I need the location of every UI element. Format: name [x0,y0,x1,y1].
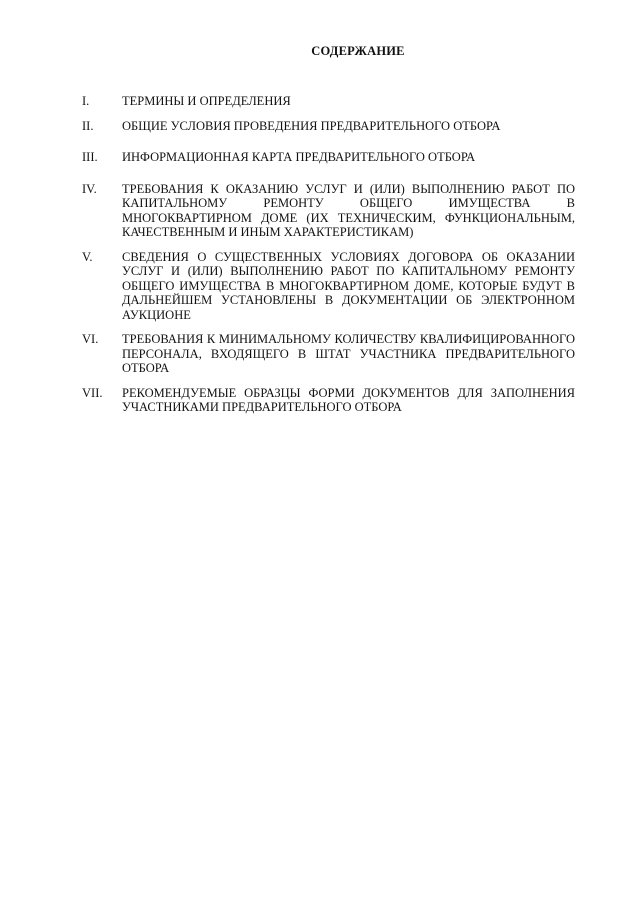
toc-item [82,119,575,134]
toc-item-number: VI. [82,332,99,346]
toc-item-number: I. [82,94,90,108]
toc-item-text: ТРЕБОВАНИЯ К МИНИМАЛЬНОМУ КОЛИЧЕСТВУ КВАЛИФИЦИРОВАННОГО ПЕРСОНАЛА, ВХОДЯЩЕГО В ШТАТ УЧАСТНИКА ПРЕДВАРИТЕЛЬНОГО ОТБОРА [122,332,575,375]
toc-item-text: РЕКОМЕНДУЕМЫЕ ОБРАЗЦЫ ФОРМИ ДОКУМЕНТОВ ДЛЯ ЗАПОЛНЕНИЯ УЧАСТНИКАМИ ПРЕДВАРИТЕЛЬНОГО ОТБОРА [122,385,575,414]
toc-item [82,332,575,376]
toc-item [82,150,575,165]
table-of-contents [82,94,575,415]
toc-item-text: ТЕРМИНЫ И ОПРЕДЕЛЕНИЯ [122,94,291,108]
toc-item-text: СВЕДЕНИЯ О СУЩЕСТВЕННЫХ УСЛОВИЯХ ДОГОВОРА ОБ ОКАЗАНИИ УСЛУГ И (ИЛИ) ВЫПОЛНЕНИЮ РАБОТ ПО КАПИТАЛЬНОМУ РЕМОНТУ ОБЩЕГО ИМУЩЕСТВА В МНОГОКВАРТИРНОМ ДОМЕ, КОТОРЫЕ БУДУТ В ДАЛЬНЕЙШЕМ УСТАНОВЛЕНЫ В ДОКУМЕНТАЦИИ ОБ ЭЛЕКТРОННОМ АУКЦИОНЕ [122,249,575,322]
toc-item-number: III. [82,150,98,164]
toc-item [82,386,575,415]
toc-item [82,182,575,240]
toc-item-text: ТРЕБОВАНИЯ К ОКАЗАНИЮ УСЛУГ И (ИЛИ) ВЫПОЛНЕНИЮ РАБОТ ПО КАПИТАЛЬНОМУ РЕМОНТУ ОБЩЕГО ИМУЩЕСТВА В МНОГОКВАРТИРНОМ ДОМЕ (ИХ ТЕХНИЧЕСКИМ, ФУНКЦИОНАЛЬНЫМ, КАЧЕСТВЕННЫМ И ИНЫМ ХАРАКТЕРИСТИКАМ) [122,181,575,239]
toc-item-text: ОБЩИЕ УСЛОВИЯ ПРОВЕДЕНИЯ ПРЕДВАРИТЕЛЬНОГО ОТБОРА [122,118,501,133]
toc-item-text: ИНФОРМАЦИОННАЯ КАРТА ПРЕДВАРИТЕЛЬНОГО ОТБОРА [122,150,476,164]
toc-item [82,250,575,323]
page-title: СОДЕРЖАНИЕ [311,44,405,58]
toc-item-number: IV. [82,181,97,196]
toc-item-number: II. [82,118,94,133]
toc-item-number: V. [82,249,93,264]
toc-item-number: VII. [82,385,103,400]
toc-item [82,94,575,109]
